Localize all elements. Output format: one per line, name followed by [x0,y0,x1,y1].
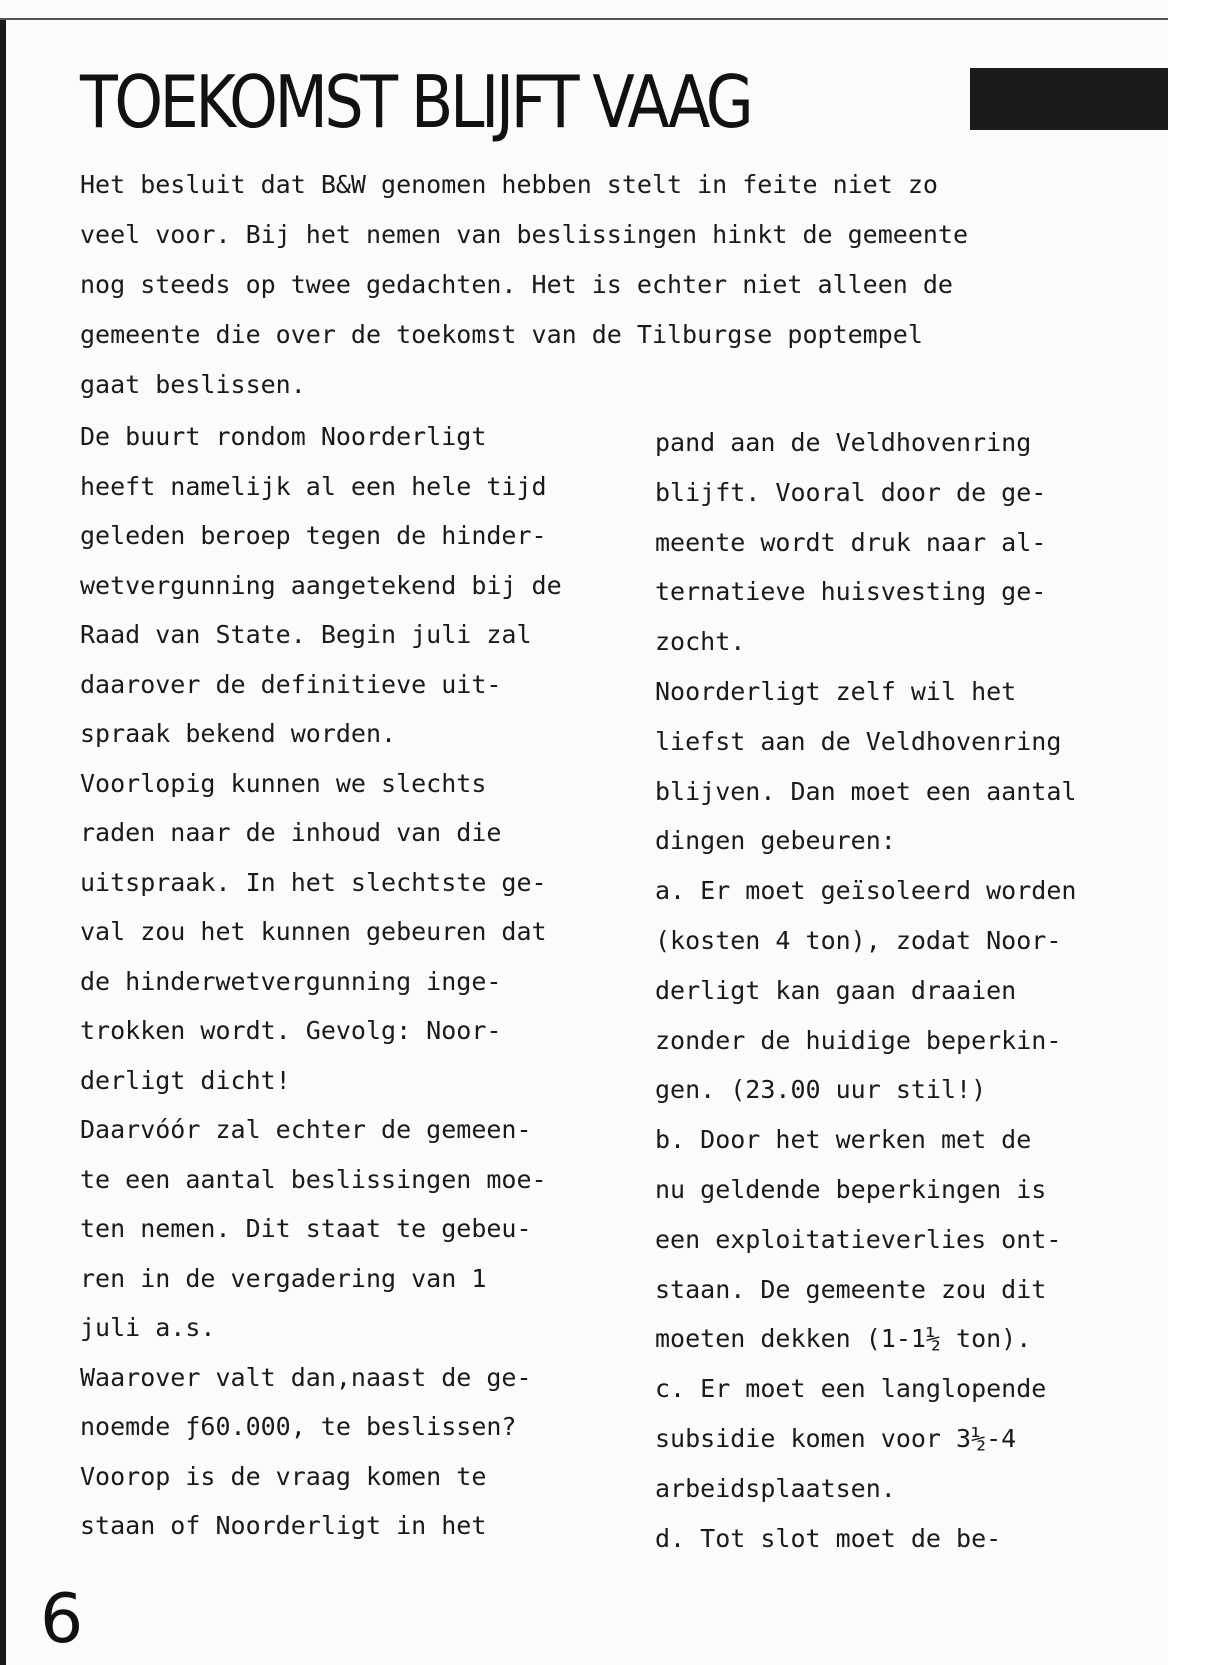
headline-black-bar [970,68,1168,130]
left-column-line: juli a.s. [80,1313,216,1342]
left-column-line: wetvergunning aangetekend bij de [80,570,562,600]
right-column-line: a. Er moet geïsoleerd worden [655,876,1077,906]
right-column-line: subsidie komen voor 3½-4 [655,1423,1017,1453]
intro-line: gemeente die over de toekomst van de Tilburgse poptempel [80,320,923,349]
left-column-line: noemde ƒ60.000, te beslissen? [80,1412,517,1441]
left-column-line: ten nemen. Dit staat te gebeu- [80,1214,532,1243]
page-left-edge [0,20,6,1665]
intro-line: nog steeds op twee gedachten. Het is echter niet alleen de [80,270,953,299]
right-column-line: derligt kan gaan draaien [655,975,1017,1005]
right-column-line: moeten dekken (1-1½ ton). [655,1324,1032,1354]
left-column [80,412,640,1551]
intro-line: veel voor. Bij het nemen van beslissingen hinkt de gemeente [80,220,969,249]
right-column-line: (kosten 4 ton), zodat Noor- [655,925,1062,955]
page-top-edge [0,18,1170,20]
right-column-line: c. Er moet een langlopende [655,1374,1047,1404]
left-column-line: de hinderwetvergunning inge- [80,966,502,996]
left-column-line: heeft namelijk al een hele tijd [80,471,547,501]
right-column-line: Noorderligt zelf wil het [655,676,1017,706]
left-column-line: daarover de definitieve uit- [80,669,502,699]
left-column-line: geleden beroep tegen de hinder- [80,521,547,550]
left-column-line: Waarover valt dan,naast de ge- [80,1362,532,1392]
left-column-line: ren in de vergadering van 1 [80,1263,487,1293]
right-column-line: b. Door het werken met de [655,1125,1032,1155]
right-column-line: blijft. Vooral door de ge- [655,477,1047,507]
right-column-line: liefst aan de Veldhovenring [655,726,1062,756]
right-column-line: meente wordt druk naar al- [655,527,1047,557]
right-column-line: arbeidsplaatsen. [655,1473,896,1503]
intro-line: gaat beslissen. [80,370,306,399]
right-column-line: zonder de huidige beperkin- [655,1025,1062,1055]
right-column-line: zocht. [655,627,746,657]
left-column-line: Voorop is de vraag komen te [80,1461,487,1491]
article-headline: TOEKOMST BLIJFT VAAG [80,60,751,144]
intro-paragraph [80,160,1140,410]
left-column-line: De buurt rondom Noorderligt [80,422,487,451]
left-column-line: derligt dicht! [80,1065,291,1095]
right-column [655,418,1175,1563]
right-column-line: nu geldende beperkingen is [655,1174,1047,1204]
page-number: 6 [40,1580,84,1659]
left-column-line: uitspraak. In het slechtste ge- [80,867,547,897]
right-column-line: blijven. Dan moet een aantal [655,776,1077,806]
right-column-line: pand aan de Veldhovenring [655,428,1032,457]
right-column-line: staan. De gemeente zou dit [655,1274,1047,1304]
left-column-line: val zou het kunnen gebeuren dat [80,917,547,946]
left-column-line: te een aantal beslissingen moe- [80,1164,547,1194]
left-column-line: Voorlopig kunnen we slechts [80,768,487,798]
left-column-line: staan of Noorderligt in het [80,1511,487,1540]
left-column-line: spraak bekend worden. [80,719,397,748]
right-column-line: een exploitatieverlies ont- [655,1224,1062,1254]
right-column-line: ternatieve huisvesting ge- [655,577,1047,607]
left-column-line: Daarvóór zal echter de gemeen- [80,1115,532,1144]
left-column-line: trokken wordt. Gevolg: Noor- [80,1016,502,1045]
left-column-line: Raad van State. Begin juli zal [80,620,532,649]
right-column-line: d. Tot slot moet de be- [655,1523,1002,1553]
right-column-line: dingen gebeuren: [655,826,896,856]
intro-line: Het besluit dat B&W genomen hebben stelt in feite niet zo [80,170,938,199]
left-column-line: raden naar de inhoud van die [80,818,502,847]
right-column-line: gen. (23.00 uur stil!) [655,1075,987,1105]
